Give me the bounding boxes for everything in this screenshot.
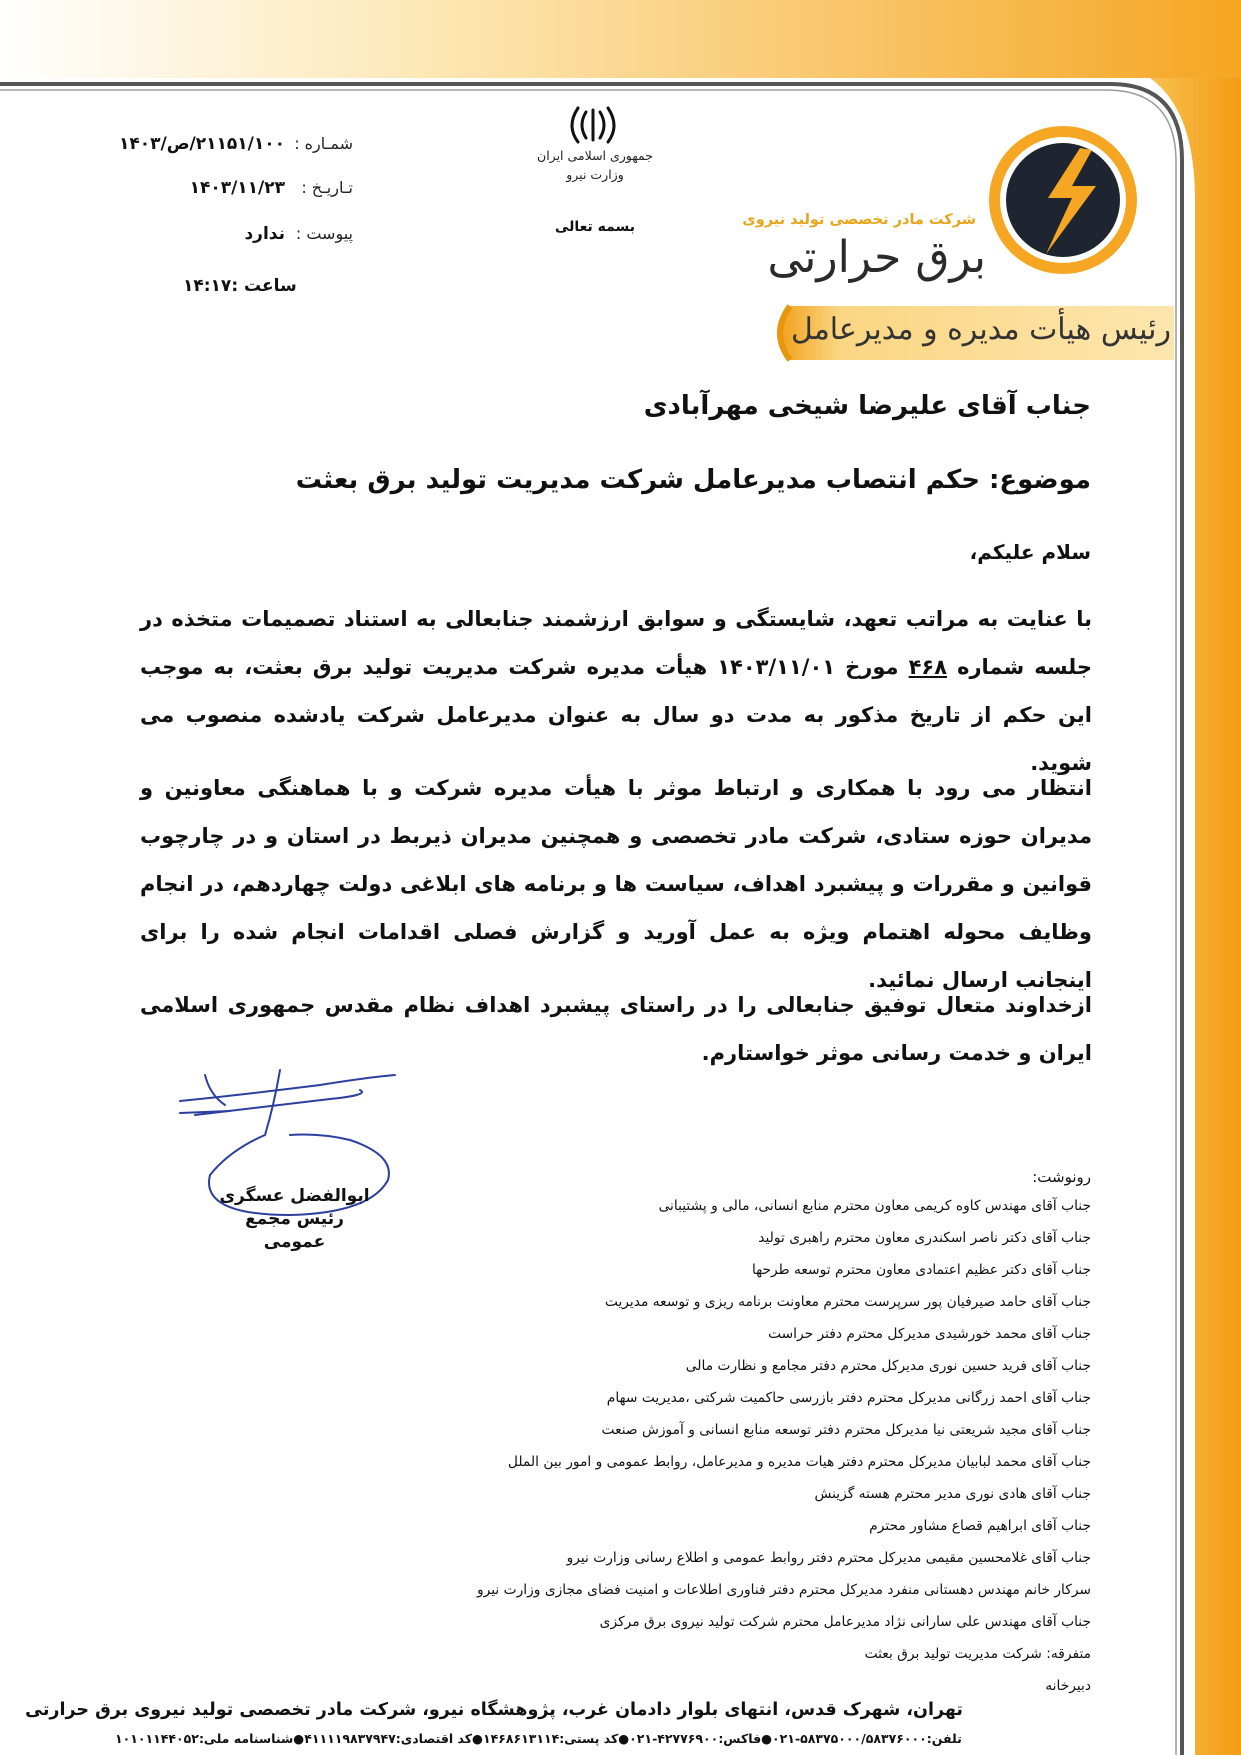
letter-number-value: ۲۱۱۵۱/۱۰۰/ص/۱۴۰۳ (118, 134, 285, 154)
footer-address: تهران، شهرک قدس، انتهای بلوار دادمان غرب، پژوهشگاه نیرو، شرکت مادر تخصصی تولید نیروی برق حرارتی (25, 1700, 963, 1720)
cc-item: جناب آقای حامد صیرفیان پور سرپرست محترم معاونت برنامه ریزی و توسعه مدیریت (604, 1294, 1091, 1310)
letter-attachment-row (244, 224, 353, 244)
cc-item: جناب آقای مهندس کاوه کریمی معاون محترم منابع انسانی، مالی و پشتیبانی (658, 1198, 1091, 1214)
paragraph-2: انتظار می رود با همکاری و ارتباط موثر با هیأت مدیره شرکت و با هماهنگی معاونین و مدیران حوزه ستادی، شرکت مادر تخصصی و همچنین مدیران ذیربط در استان و در چارچوب قوانین و مقررات و پیشبرد اهداف، سیاست ها و برنامه های ابلاغی دولت چهاردهم، در انجام وظایف محوله اهتمام ویژه به عمل آورید و گزارش فصلی اقدامات انجام شده را برای اینجانب ارسال نمائید. (140, 776, 1092, 992)
cc-item: جناب آقای محمد لبابیان مدیرکل محترم دفتر هیات مدیره و مدیرعامل، روابط عمومی و امور بین الملل (507, 1454, 1091, 1470)
company-name: برق حرارتی (767, 232, 986, 283)
addressee: جناب آقای علیرضا شیخی مهرآبادی (643, 391, 1091, 421)
cc-item: جناب آقای هادی نوری مدیر محترم هسته گزینش (814, 1486, 1091, 1502)
cc-list (391, 1195, 1091, 1707)
letter-number-row (119, 134, 353, 154)
signatory (212, 1185, 377, 1254)
cc-item: جناب آقای محمد خورشیدی مدیرکل محترم دفتر حراست (768, 1326, 1091, 1342)
paragraph-1 (140, 595, 1092, 787)
lightning-logo-icon (989, 126, 1137, 274)
cc-item: جناب آقای مهندس علی سارانی نژاد مدیرعامل محترم شرکت تولید نیروی برق مرکزی (599, 1614, 1091, 1630)
cc-item: جناب آقای دکتر عظیم اعتمادی معاون محترم توسعه طرحها (751, 1262, 1091, 1278)
signatory-title: رئیس مجمع عمومی (245, 1209, 344, 1252)
cc-item: جناب آقای ابراهیم قصاع مشاور محترم (869, 1518, 1091, 1534)
role-banner: رئیس هیأت مدیره و مدیرعامل (790, 312, 1171, 347)
cc-title: رونوشت: (1032, 1168, 1091, 1186)
letter-attachment-label: پیوست : (295, 224, 353, 243)
subject-line: موضوع: حکم انتصاب مدیرعامل شرکت مدیریت تولید برق بعثت (295, 465, 1091, 495)
letter-date-label: تـاریـخ : (301, 178, 353, 197)
greeting: سلام علیکم، (969, 540, 1091, 564)
letter-date-value: ۱۴۰۳/۱۱/۲۳ (189, 178, 285, 198)
cc-item: دبیرخانه (1045, 1678, 1091, 1694)
company-subtitle: شرکت مادر تخصصی تولید نیروی (742, 212, 976, 228)
paragraph-1-part-b: مورخ ۱۴۰۳/۱۱/۰۱ هیأت مدیره شرکت مدیریت تولید برق بعثت، به موجب این حکم از تاریخ مذکور به مدت دو سال به عنوان مدیرعامل شرکت یادشده منصوب می شوید. (140, 655, 1092, 775)
letter-time: ساعت :۱۴:۱۷ (183, 276, 297, 296)
cc-item: سرکار خانم مهندس دهستانی منفرد مدیرکل محترم دفتر فناوری اطلاعات و امنیت فضای مجازی وزارت نیرو (476, 1582, 1091, 1598)
besm-text: بسمه تعالی (554, 219, 636, 235)
paragraph-1-part-a: با عنایت به مراتب تعهد، شایستگی و سوابق ارزشمند جنابعالی به استناد تصمیمات متخذه در جلسه شماره (140, 607, 1093, 679)
letter-attachment-value: ندارد (244, 224, 285, 244)
cc-item: جناب آقای غلامحسین مقیمی مدیرکل محترم دفتر روابط عمومی و اطلاع رسانی وزارت نیرو (566, 1550, 1091, 1566)
cc-item: جناب آقای مجید شریعتی نیا مدیرکل محترم دفتر توسعه منابع انسانی و آموزش صنعت (601, 1422, 1091, 1438)
signatory-name: ابوالفضل عسگری (219, 1186, 370, 1206)
footer-contact: تلفن:۵۸۳۷۵۰۰۰/۵۸۳۷۶۰۰۰-۰۲۱●فاکس:۴۲۷۷۶۹۰۰-۰۲۱●کد پستی:۱۴۶۸۶۱۳۱۱۴●کد اقتصادی:۴۱۱۱۱۹۸۳۷۹۴۷●شناسنامه ملی:۱۰۱۰۱۱۴۴۰۵۲ (115, 1731, 962, 1746)
letter-number-label: شمـاره : (294, 134, 353, 153)
cc-item: متفرقه: شرکت مدیریت تولید برق بعثت (864, 1646, 1091, 1662)
cc-item: جناب آقای دکتر ناصر اسکندری معاون محترم راهبری تولید (758, 1230, 1091, 1246)
paragraph-3: ازخداوند متعال توفیق جنابعالی را در راستای پیشبرد اهداف نظام مقدس جمهوری اسلامی ایران و خدمت رسانی موثر خواستارم. (140, 993, 1092, 1065)
emblem-line-ministry: وزارت نیرو (566, 167, 624, 182)
cc-item: جناب آقای احمد زرگانی مدیرکل محترم دفتر بازرسی حاکمیت شرکتی ،مدیریت سهام (606, 1390, 1091, 1406)
letter-date-row (190, 178, 353, 198)
emblem-line-country: جمهوری اسلامی ایران (537, 148, 653, 163)
cc-item: جناب آقای فرید حسین نوری مدیرکل محترم دفتر مجامع و نظارت مالی (685, 1358, 1091, 1374)
session-number: ۴۶۸ (908, 655, 948, 679)
